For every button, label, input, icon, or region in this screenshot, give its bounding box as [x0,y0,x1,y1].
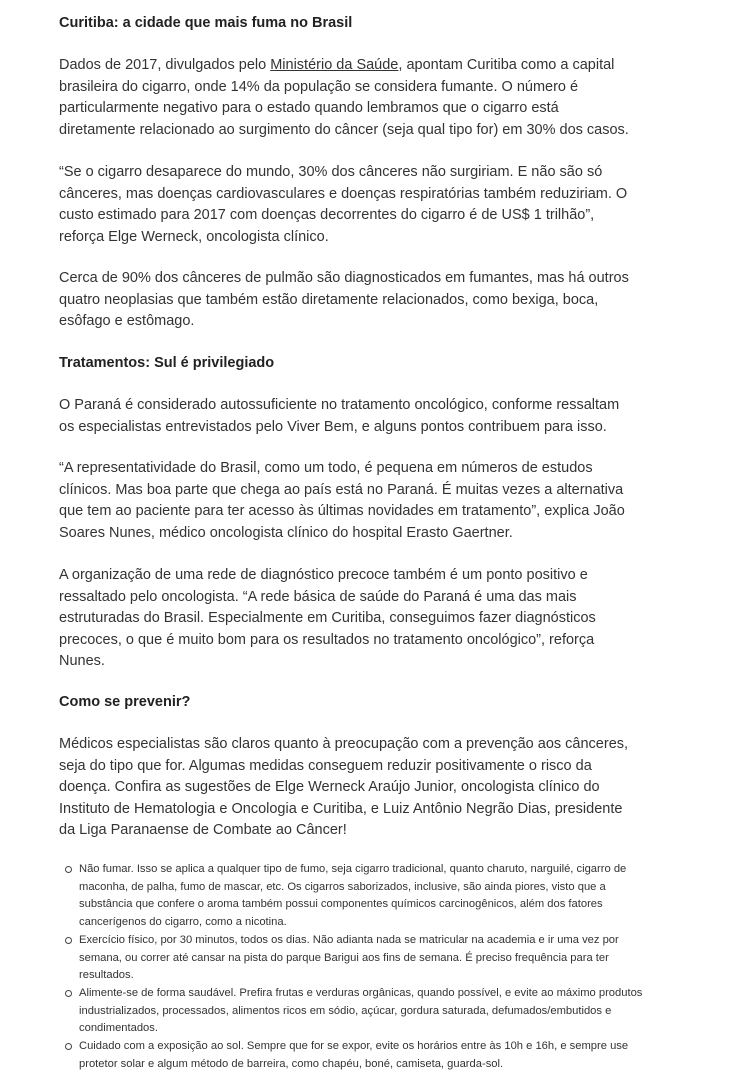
paragraph-text: , apontam Curitiba como a capital brasileira do cigarro, onde 14% da população se considera fumante. O número é particularmente negativo para o estado quando lembramos que o cigarro está diretamente relacionado ao surgimento do câncer (seja qual tipo for) em 30% dos casos. [59,57,629,138]
paragraph [59,55,634,141]
list-item-text: Cuidado com a exposição ao sol. Sempre que for se expor, evite os horários entre às 10h e 16h, e sempre use protetor solar e algum método de barreira, como chapéu, boné, camiseta, guarda-sol. [79,1040,629,1070]
circle-bullet-icon [65,990,72,997]
list-item [63,861,643,932]
section-heading: Curitiba: a cidade que mais fuma no Brasil [59,15,353,31]
list-item [63,985,643,1038]
prevention-tips-list [63,861,643,1073]
paragraph: A organização de uma rede de diagnóstico precoce também é um ponto positivo e ressaltado pelo oncologista. “A rede básica de saúde do Paraná é uma das mais estruturadas do Brasil. Especialmente em Curitiba, conseguimos fazer diagnósticos precoces, o que é muito bom para os resultados no tratamento oncológico”, reforça Nunes. [59,567,596,670]
paragraph: “Se o cigarro desaparece do mundo, 30% dos cânceres não surgiriam. E não são só cânceres, mas doenças cardiovasculares e doenças respiratórias também reduziriam. O custo estimado para 2017 com doenças decorrentes do cigarro é de US$ 1 trilhão”, reforça Elge Werneck, oncologista clínico. [59,164,628,245]
circle-bullet-icon [65,937,72,944]
list-item [63,1038,643,1073]
section-heading: Tratamentos: Sul é privilegiado [59,355,275,371]
list-item-text: Exercício físico, por 30 minutos, todos os dias. Não adianta nada se matricular na academia e ir uma vez por semana, ou correr até cansar na pista do parque Barigui aos fins de semana. É preciso frequência para ter resultados. [79,933,619,982]
list-item-text: Alimente-se de forma saudável. Prefira frutas e verduras orgânicas, quando possível, e evite ao máximo produtos industrializados, processados, alimentos ricos em sódio, açúcar, gordura saturada, defumados/embutidos e condimentados. [79,986,643,1035]
circle-bullet-icon [65,866,72,873]
paragraph-text: Dados de 2017, divulgados pelo [59,57,271,73]
ministerio-saude-link[interactable]: Ministério da Saúde [270,57,399,73]
list-item [63,932,643,985]
section-heading: Como se prevenir? [59,694,191,710]
paragraph: Cerca de 90% dos cânceres de pulmão são diagnosticados em fumantes, mas há outros quatro neoplasias que também estão diretamente relacionados, como bexiga, boca, esôfago e estômago. [59,270,629,330]
paragraph: O Paraná é considerado autossuficiente no tratamento oncológico, conforme ressaltam os especialistas entrevistados pelo Viver Bem, e alguns pontos contribuem para isso. [59,397,620,435]
paragraph: “A representatividade do Brasil, como um todo, é pequena em números de estudos clínicos. Mas boa parte que chega ao país está no Paraná. É muitas vezes a alternativa que tem ao paciente para ter acesso às últimas novidades em tratamento”, explica João Soares Nunes, médico oncologista clínico do hospital Erasto Gaertner. [59,460,625,541]
paragraph: Médicos especialistas são claros quanto à preocupação com a prevenção aos cânceres, seja do tipo que for. Algumas medidas conseguem reduzir positivamente o risco da doença. Confira as sugestões de Elge Werneck Araújo Junior, oncologista clínico do Instituto de Hematologia e Oncologia e Curitiba, e Luiz Antônio Negrão Dias, presidente da Liga Paranaense de Combate ao Câncer! [59,736,629,839]
list-item-text: Não fumar. Isso se aplica a qualquer tipo de fumo, seja cigarro tradicional, quanto charuto, narguilé, cigarro de maconha, de palha, fumo de mascar, etc. Os cigarros saborizados, inclusive, são ainda piores, visto que a substância que confere o aroma também possui componentes químicos carcinogênicos, além dos fatores cancerígenos do cigarro, como a nicotina. [79,863,627,929]
circle-bullet-icon [65,1043,72,1050]
